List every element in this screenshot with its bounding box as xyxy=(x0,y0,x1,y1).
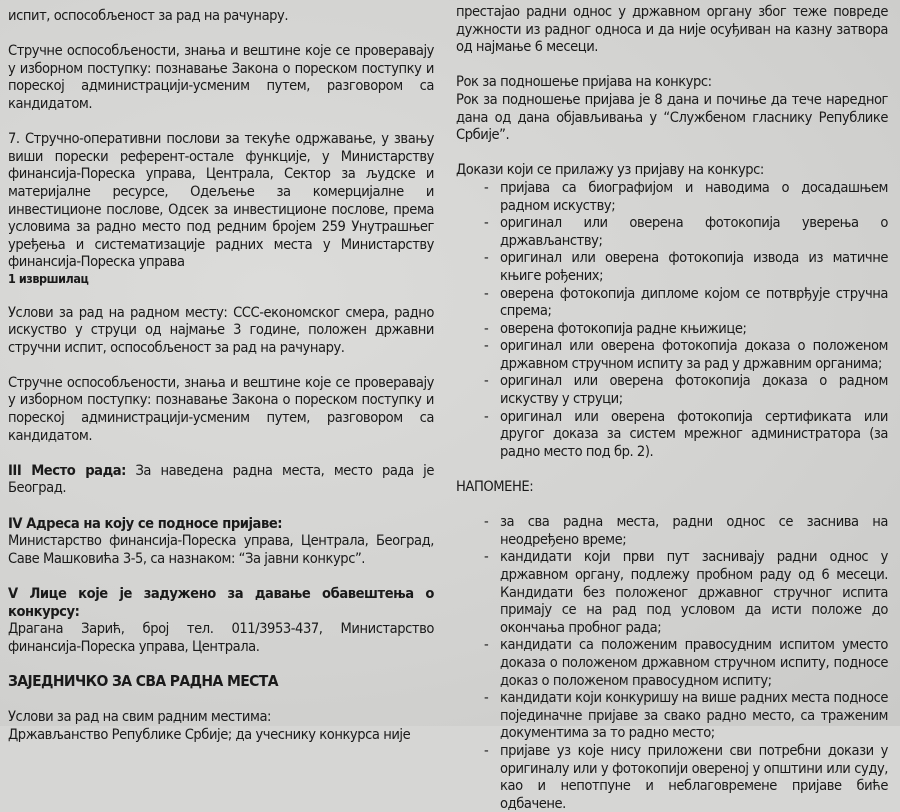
section-label: III Место рада: xyxy=(8,461,126,479)
section-text: Драгана Зарић, број тел. 011/3953-437, Министарство финансија-Пореска управа, Централа. xyxy=(8,620,434,655)
list-item: - кандидати који конкуришу на више радних места подносе појединачне пријаве за свако радно место, са траженим документима за то радно место; xyxy=(456,689,888,742)
list-item: - за сва радна места, радни однос се заснива на неодређено време; xyxy=(456,513,888,548)
list-item: - кандидати који први пут заснивају радни однос у државном органу, подлежу пробном раду од 6 месеци. Кандидати без положеног државног стручног испита примају се на рад под условом да исти положе до окончања пробног рада; xyxy=(456,548,888,636)
list-item: - пријаве уз које нису приложени сви потребни докази у оригиналу или у фотокопији овереној у општини или суду, као и непотпуне и неблаговремене пријаве биће одбачене. xyxy=(456,742,888,812)
list-item: - оригинал или оверена фотокопија извода из матичне књиге рођених; xyxy=(456,249,888,284)
list-item: - оригинал или оверена фотокопија сертификата или другог доказа за систем мрежног администратора (за радно место под бр. 2). xyxy=(456,408,888,461)
documents-intro: Докази који се прилажу уз пријаву на конкурс: xyxy=(456,161,764,179)
right-column xyxy=(456,0,888,812)
list-item: - оверена фотокопија радне књижице; xyxy=(456,320,888,338)
left-column xyxy=(8,0,434,743)
list-item: - кандидати са положеним правосудним испитом уместо доказа о положеном државном стручном испиту, подносе доказ о положеном правосудном испиту; xyxy=(456,636,888,689)
list-item: - оригинал или оверена фотокопија уверења о држављанству; xyxy=(456,214,888,249)
text-paragraph: испит, оспособљеност за рад на рачунару. xyxy=(8,7,289,24)
text-paragraph: Стручне оспособљености, знања и вештине које се проверавају у изборном поступку: познавање Закона о пореском поступку и пореској администрацији-усменим путем, разговором са кандидатом. xyxy=(8,373,434,444)
list-item: - оверена фотокопија дипломе којом се потврђује стручна спрема; xyxy=(456,285,888,320)
notes-list xyxy=(456,513,888,812)
text-paragraph: Држављанство Републике Србије; да учеснику конкурса није xyxy=(8,725,411,743)
text-paragraph: Услови за рад на радном месту: ССС-економског смера, радно искуство у струци од најмање 3 године, положен државни стручни испит, оспособљеност за рад на рачунару. xyxy=(8,303,434,356)
position-7-description: 7. Стручно-оперативни послови за текуће одржавање, у звању виши порески референт-остале функције, у Министарству финансија-Пореска управа, Централа, Сектор за људске и материјалне ресурсе, Одељење за комерцијалне и инвестиционе послове, Одсек за инвестиционе послове, према условима за радно место под редним бројем 259 Унутрашњег уређења и систематизације радних места у Министарству финансија-Пореска управа xyxy=(8,130,434,271)
list-item: - оригинал или оверена фотокопија доказа о положеном државном стручном испиту за рад у државним органима; xyxy=(456,337,888,372)
notes-heading: НАПОМЕНЕ: xyxy=(456,478,534,496)
deadline-text: Рок за подношење пријава је 8 дана и почиње да тече наредног дана од дана објављивања у “Службеном гласнику Републике Србије”. xyxy=(456,90,888,144)
section-text: За наведена радна места, место рада је Београд. xyxy=(8,461,435,497)
section-label: V Лице које је задужено за давање обавештења о конкурсу: xyxy=(8,585,434,620)
section-text: Министарство финансија-Пореска управа, Централа, Београд, Саве Машковића 3-5, са назнаком: “За јавни конкурс”. xyxy=(8,532,434,567)
section-label: IV Адреса на коју се подносе пријаве: xyxy=(8,514,283,532)
common-heading: ЗАЈЕДНИЧКО ЗА СВА РАДНА МЕСТА xyxy=(8,671,278,690)
text-paragraph: престајао радни однос у државном органу због теже повреде дужности из радног односа и да није осуђиван на казну затвора од најмање 6 месеци. xyxy=(456,3,888,56)
documents-list xyxy=(456,179,888,461)
text-paragraph: Услови за рад на свим радним местима: xyxy=(8,708,272,726)
deadline-label: Рок за подношење пријава на конкурс: xyxy=(456,73,712,91)
executors-count: 1 извршилац xyxy=(8,270,89,286)
list-item: - оригинал или оверена фотокопија доказа о радном искуству у струци; xyxy=(456,372,888,407)
text-paragraph: Стручне оспособљености, знања и вештине које се проверавају у изборном поступку: познавање Закона о пореском поступку и пореској администрацији-усменим путем, разговором са кандидатом. xyxy=(8,42,434,112)
section-workplace xyxy=(8,462,434,497)
list-item: - пријава са биографијом и наводима о досадашњем радном искуству; xyxy=(456,179,888,214)
